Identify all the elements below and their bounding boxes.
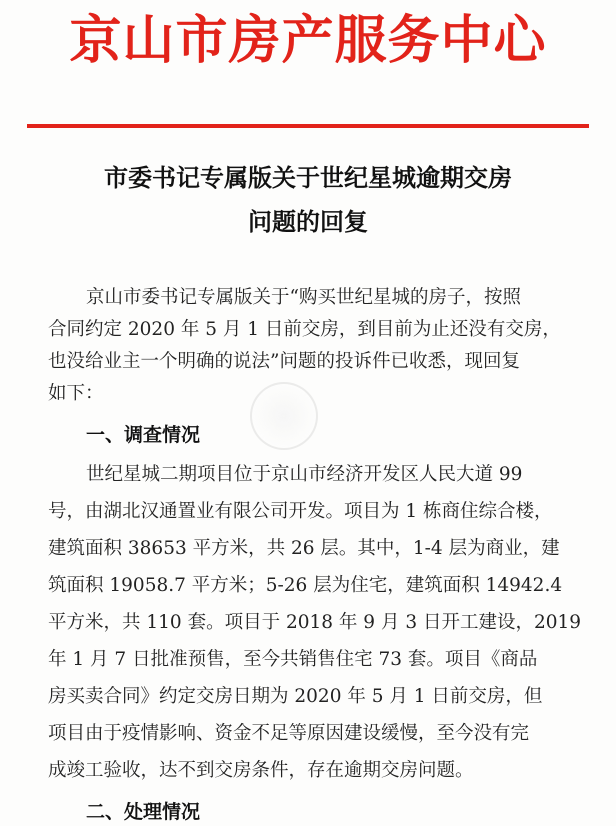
intro-line: 也没给业主一个明确的说法”问题的投诉件已收悉，现回复 [48,351,520,372]
document-title-line-2: 问题的回复 [248,208,368,236]
section-1-line: 年 1 月 7 日批准预售，至今共销售住宅 73 套。项目《商品 [48,649,538,670]
section-1-line: 成竣工验收，达不到交房条件，存在逾期交房问题。 [48,760,474,781]
intro-line: 合同约定 2020 年 5 月 1 日前交房，到目前为止还没有交房， [48,319,561,340]
section-1-line: 项目由于疫情影响、资金不足等原因建设缓慢，至今没有完 [48,723,530,744]
section-1-line: 号，由湖北汉通置业有限公司开发。项目为 1 栋商住综合楼， [48,501,553,522]
section-1-line: 筑面积 19058.7 平方米；5-26 层为住宅，建筑面积 14942.4 [48,575,563,596]
masthead-org-name: 京山市房产服务中心 [69,10,547,71]
intro-line: 京山市委书记专属版关于“购买世纪星城的房子，按照 [86,287,521,308]
section-1-heading: 一、调查情况 [86,424,201,446]
section-1-line: 房买卖合同》约定交房日期为 2020 年 5 月 1 日前交房，但 [48,686,543,707]
section-2-heading: 二、处理情况 [86,801,201,823]
section-1-line: 建筑面积 38653 平方米，共 26 层。其中，1-4 层为商业，建 [48,538,560,559]
intro-line: 如下： [48,383,104,404]
document-title-line-1: 市委书记专属版关于世纪星城逾期交房 [104,164,512,192]
faint-seal-watermark [250,382,318,450]
section-1-line: 平方米，共 110 套。项目于 2018 年 9 月 3 日开工建设，2019 [48,612,582,633]
masthead-red-rule [27,124,589,128]
section-1-line: 世纪星城二期项目位于京山市经济开发区人民大道 99 [86,464,523,485]
